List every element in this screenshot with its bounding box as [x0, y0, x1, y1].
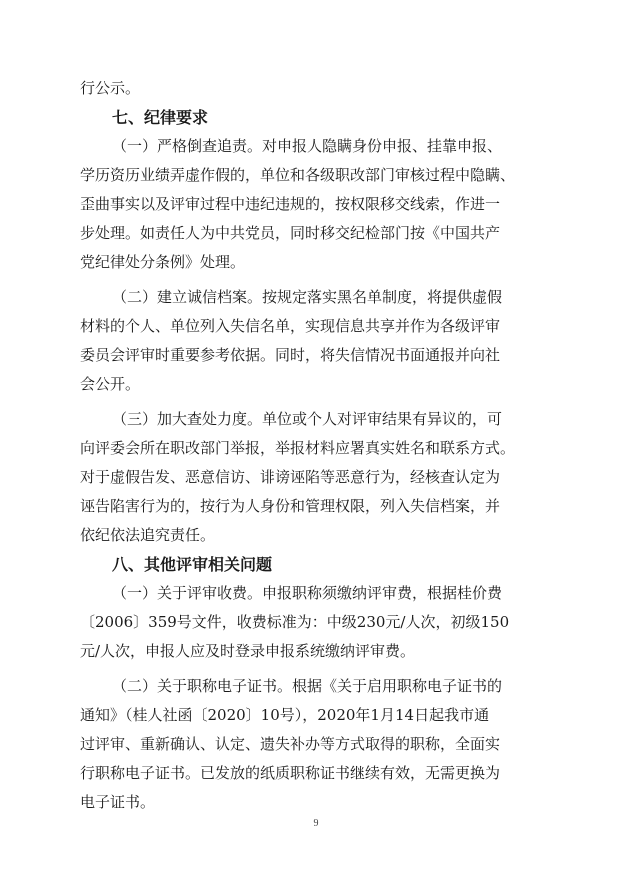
section-heading-discipline: 七、纪律要求	[112, 108, 209, 127]
paragraph-line: （一）关于评审收费。申报职称须缴纳评审费，根据桂价费	[112, 584, 503, 602]
paragraph-line: 元/人次，申报人应及时登录申报系统缴纳评审费。	[80, 642, 416, 660]
section-heading-other-issues: 八、其他评审相关问题	[112, 555, 273, 574]
paragraph-line: 依纪依法追究责任。	[80, 526, 216, 544]
paragraph-line: 行公示。	[80, 79, 141, 97]
page-number: 9	[313, 818, 319, 829]
paragraph-line: 步处理。如责任人为中共党员，同时移交纪检部门按《中国共产	[80, 224, 501, 242]
paragraph-line: 过评审、重新确认、认定、遗失补办等方式取得的职称，全面实	[80, 735, 501, 753]
paragraph-line: 歪曲事实以及评审过程中违纪违规的，按权限移交线索，作进一	[80, 195, 501, 213]
paragraph-line: 〔2006〕359号文件，收费标准为：中级230元/人次，初级150	[80, 613, 510, 631]
paragraph-line: 行职称电子证书。已发放的纸质职称证书继续有效，无需更换为	[80, 764, 501, 782]
paragraph-line: 会公开。	[80, 375, 141, 393]
paragraph-line: （二）关于职称电子证书。根据《关于启用职称电子证书的	[112, 677, 503, 695]
paragraph-line: （二）建立诚信档案。按规定落实黑名单制度，将提供虚假	[112, 288, 503, 306]
paragraph-line: 通知》（桂人社函〔2020〕10号），2020年1月14日起我市通	[80, 706, 490, 724]
paragraph-line: 委员会评审时重要参考依据。同时，将失信情况书面通报并向社	[80, 346, 501, 364]
paragraph-line: 材料的个人、单位列入失信名单，实现信息共享并作为各级评审	[80, 317, 501, 335]
paragraph-line: 诬告陷害行为的，按行为人身份和管理权限，列入失信档案，并	[80, 497, 501, 515]
paragraph-line: 学历资历业绩弄虚作假的，单位和各级职改部门审核过程中隐瞒、	[80, 166, 516, 184]
paragraph-line: 电子证书。	[80, 793, 156, 811]
paragraph-line: （一）严格倒查追责。对申报人隐瞒身份申报、挂靠申报、	[112, 137, 503, 155]
paragraph-line: 对于虚假告发、恶意信访、诽谤诬陷等恶意行为，经核查认定为	[80, 468, 501, 486]
paragraph-line: 党纪律处分条例》处理。	[80, 253, 246, 271]
paragraph-line: 向评委会所在职改部门举报，举报材料应署真实姓名和联系方式。	[80, 439, 516, 457]
paragraph-line: （三）加大查处力度。单位或个人对评审结果有异议的，可	[112, 410, 503, 428]
document-body	[80, 74, 580, 817]
